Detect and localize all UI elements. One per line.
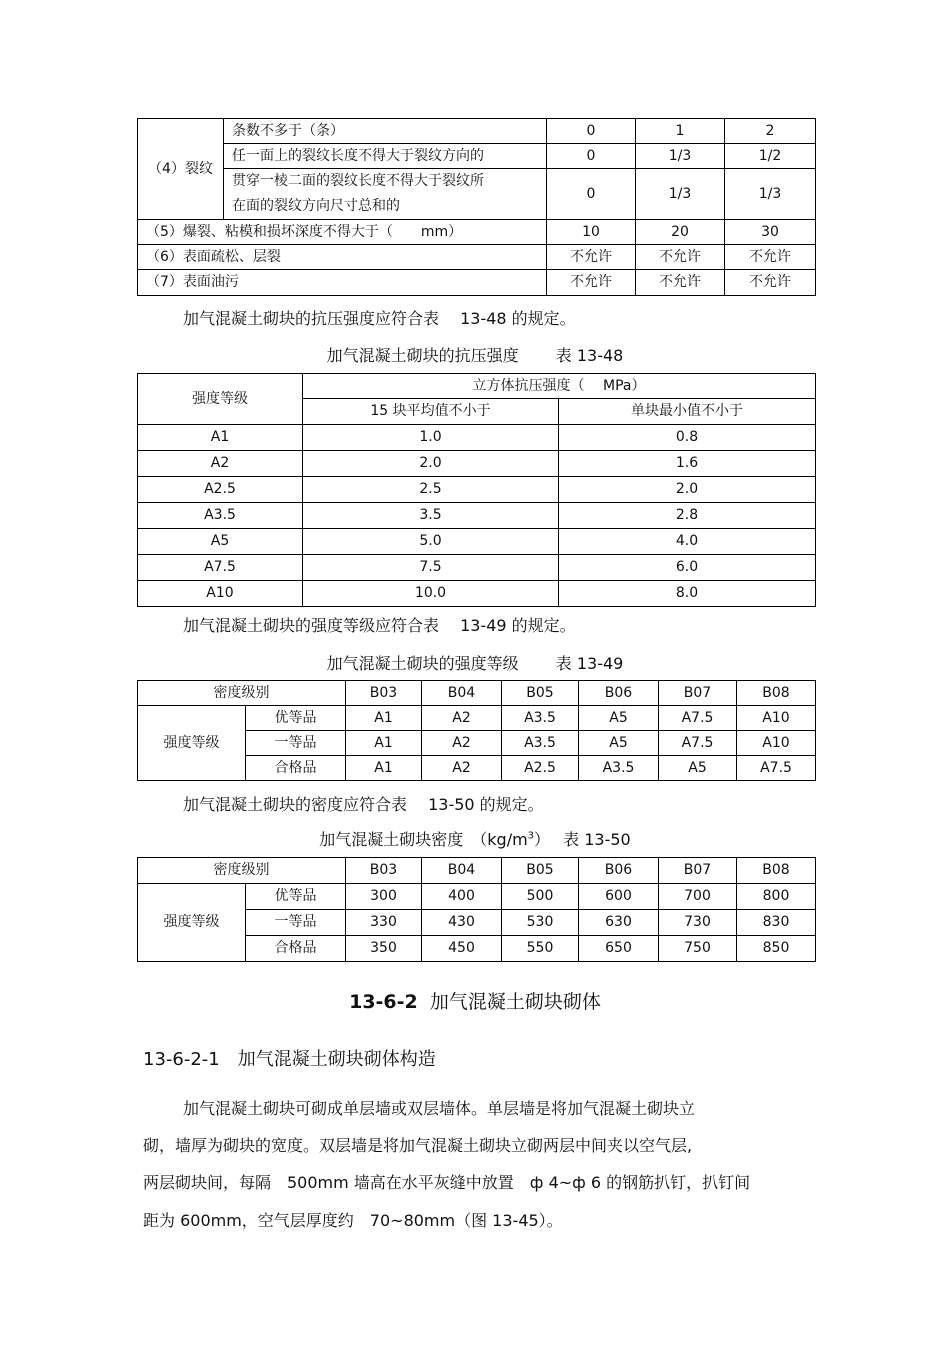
- table-cell: 4.0: [559, 529, 816, 555]
- table-cell: 0.8: [559, 425, 816, 451]
- caption-text: 加气混凝土砌块密度 （kg/m: [319, 830, 528, 849]
- body-line: 砌，墙厚为砌块的宽度。双层墙是将加气混凝土砌块立砌两层中间夹以空气层,: [143, 1136, 693, 1155]
- table-cell: 630: [579, 910, 659, 936]
- table-cell: 8.0: [559, 581, 816, 607]
- table-cell: 1: [636, 119, 725, 144]
- table-cell: 2.0: [559, 477, 816, 503]
- column-header: B05: [502, 858, 579, 884]
- table-cell: 1/3: [636, 144, 725, 169]
- table-cell: A5: [579, 731, 659, 756]
- table-cell: 2.5: [303, 477, 559, 503]
- table-row: [138, 529, 816, 555]
- row-header: 合格品: [246, 936, 346, 962]
- table-cell: 5.0: [303, 529, 559, 555]
- defect-label: [224, 169, 547, 220]
- defect-label: （6）表面疏松、层裂: [138, 245, 547, 270]
- table-cell: 1/3: [725, 169, 816, 220]
- body-line: 距为 600mm，空气层厚度约 70~80mm（图 13-45）。: [143, 1211, 563, 1230]
- table-cell: 3.5: [303, 503, 559, 529]
- column-header: B04: [422, 681, 502, 706]
- table-cell: A1: [346, 756, 422, 781]
- table-cell: 430: [422, 910, 502, 936]
- caption-table-13-48: 加气混凝土砌块的抗压强度 表 13-48: [326, 346, 624, 365]
- column-header: B04: [422, 858, 502, 884]
- table-cell: 750: [659, 936, 737, 962]
- table-cell: A2.5: [138, 477, 303, 503]
- table-cell: 650: [579, 936, 659, 962]
- table-cell: 550: [502, 936, 579, 962]
- table-cell: A5: [138, 529, 303, 555]
- table-cell: 不允许: [547, 245, 636, 270]
- table-row: [138, 503, 816, 529]
- body-line: 两层砌块间，每隔 500mm 墙高在水平灰缝中放置 ф 4~ф 6 的钢筋扒钉，扒钉间: [143, 1173, 751, 1192]
- table-cell: 7.5: [303, 555, 559, 581]
- table-cell: 300: [346, 884, 422, 910]
- table-cell: 1.0: [303, 425, 559, 451]
- table-cell: A1: [138, 425, 303, 451]
- paragraph-13-50: 加气混凝土砌块的密度应符合表 13-50 的规定。: [183, 795, 544, 814]
- section-title: 加气混凝土砌块砌体: [429, 991, 601, 1013]
- table-cell: 0: [547, 119, 636, 144]
- caption-table-13-49: 加气混凝土砌块的强度等级 表 13-49: [326, 654, 624, 673]
- header-minimum: 单块最小值不小于: [559, 399, 816, 425]
- table-cell: A10: [138, 581, 303, 607]
- table-cell: 不允许: [725, 245, 816, 270]
- header-average: 15 块平均值不小于: [303, 399, 559, 425]
- row-header: 优等品: [246, 884, 346, 910]
- table-cell: 0: [547, 144, 636, 169]
- table-cell: 不允许: [636, 245, 725, 270]
- table-cell: A2.5: [502, 756, 579, 781]
- table-cell: 530: [502, 910, 579, 936]
- table-cell: 400: [422, 884, 502, 910]
- table-cell: 1.6: [559, 451, 816, 477]
- column-header: B03: [346, 681, 422, 706]
- table-row: [138, 425, 816, 451]
- section-number: 13-6-2: [349, 991, 418, 1013]
- table-cell: A2: [422, 756, 502, 781]
- subsection-heading: 13-6-2-1 加气混凝土砌块砌体构造: [143, 1049, 436, 1070]
- table-cell: A7.5: [659, 706, 737, 731]
- table-cell: 不允许: [636, 270, 725, 296]
- header-grade: 强度等级: [138, 884, 246, 962]
- header-grade: 强度等级: [138, 706, 246, 781]
- defect-label: 任一面上的裂纹长度不得大于裂纹方向的: [224, 144, 547, 169]
- defect-label-line: 贯穿一棱二面的裂纹长度不得大于裂纹所: [232, 173, 484, 189]
- defect-label-line: 在面的裂纹方向尺寸总和的: [232, 198, 400, 214]
- table-cell: A10: [737, 731, 816, 756]
- caption-superscript: 3: [527, 830, 535, 842]
- table-cell: A1: [346, 706, 422, 731]
- table-cell: 不允许: [547, 270, 636, 296]
- table-cell: A7.5: [737, 756, 816, 781]
- table-cell: 10.0: [303, 581, 559, 607]
- table-cell: A1: [346, 731, 422, 756]
- table-cell: A7.5: [138, 555, 303, 581]
- table-cell: 850: [737, 936, 816, 962]
- table-cell: A2: [422, 706, 502, 731]
- table-row: [138, 706, 816, 731]
- header-density: 密度级别: [138, 681, 346, 706]
- table-row: [138, 477, 816, 503]
- table-cell: A3.5: [138, 503, 303, 529]
- defect-label: （5）爆裂、粘模和损坏深度不得大于（ mm）: [138, 220, 547, 245]
- table-cell: 700: [659, 884, 737, 910]
- table-cell: A5: [659, 756, 737, 781]
- table-cell: 450: [422, 936, 502, 962]
- table-cell: 30: [725, 220, 816, 245]
- table-cell: A3.5: [502, 706, 579, 731]
- table-13-50: [137, 857, 816, 962]
- table-cell: 600: [579, 884, 659, 910]
- row-header: 一等品: [246, 910, 346, 936]
- table-cell: 830: [737, 910, 816, 936]
- row-header: 优等品: [246, 706, 346, 731]
- paragraph-13-48: 加气混凝土砌块的抗压强度应符合表 13-48 的规定。: [183, 309, 576, 328]
- table-cell: A7.5: [659, 731, 737, 756]
- body-line: 加气混凝土砌块可砌成单层墙或双层墙体。单层墙是将加气混凝土砌块立: [183, 1099, 696, 1118]
- column-header: B07: [659, 858, 737, 884]
- caption-table-13-50: [0, 827, 950, 850]
- column-header: B07: [659, 681, 737, 706]
- table-cell: 6.0: [559, 555, 816, 581]
- table-13-49: [137, 680, 816, 781]
- paragraph-13-49: 加气混凝土砌块的强度等级应符合表 13-49 的规定。: [183, 616, 576, 635]
- defect-label: （7）表面油污: [138, 270, 547, 296]
- column-header: B06: [579, 858, 659, 884]
- table-cell: A10: [737, 706, 816, 731]
- caption-text: ） 表 13-50: [534, 830, 631, 849]
- column-header: B06: [579, 681, 659, 706]
- table-cell: 0: [547, 169, 636, 220]
- table-cell: 10: [547, 220, 636, 245]
- table-cell: 2.0: [303, 451, 559, 477]
- table-cell: 2.8: [559, 503, 816, 529]
- table-cell: 330: [346, 910, 422, 936]
- table-cell: A3.5: [502, 731, 579, 756]
- table-row: [138, 451, 816, 477]
- column-header: B05: [502, 681, 579, 706]
- table-cell: 800: [737, 884, 816, 910]
- table-cell: 1/3: [636, 169, 725, 220]
- table-cell: 1/2: [725, 144, 816, 169]
- crack-group-label: （4）裂纹: [138, 119, 224, 220]
- table-cell: 730: [659, 910, 737, 936]
- table-row: [138, 581, 816, 607]
- section-heading: [0, 987, 950, 1014]
- defects-table: [137, 118, 816, 296]
- table-cell: 不允许: [725, 270, 816, 296]
- table-cell: 20: [636, 220, 725, 245]
- header-grade: 强度等级: [138, 374, 303, 425]
- table-13-48: [137, 373, 816, 607]
- table-cell: A2: [422, 731, 502, 756]
- defect-label: 条数不多于（条）: [224, 119, 547, 144]
- table-row: [138, 555, 816, 581]
- row-header: 一等品: [246, 731, 346, 756]
- table-cell: A2: [138, 451, 303, 477]
- column-header: B03: [346, 858, 422, 884]
- column-header: B08: [737, 858, 816, 884]
- table-cell: 500: [502, 884, 579, 910]
- column-header: B08: [737, 681, 816, 706]
- table-cell: 2: [725, 119, 816, 144]
- table-cell: 350: [346, 936, 422, 962]
- table-cell: A3.5: [579, 756, 659, 781]
- row-header: 合格品: [246, 756, 346, 781]
- table-row: [138, 884, 816, 910]
- header-density: 密度级别: [138, 858, 346, 884]
- header-cube-strength: 立方体抗压强度（ MPa）: [303, 374, 816, 399]
- table-cell: A5: [579, 706, 659, 731]
